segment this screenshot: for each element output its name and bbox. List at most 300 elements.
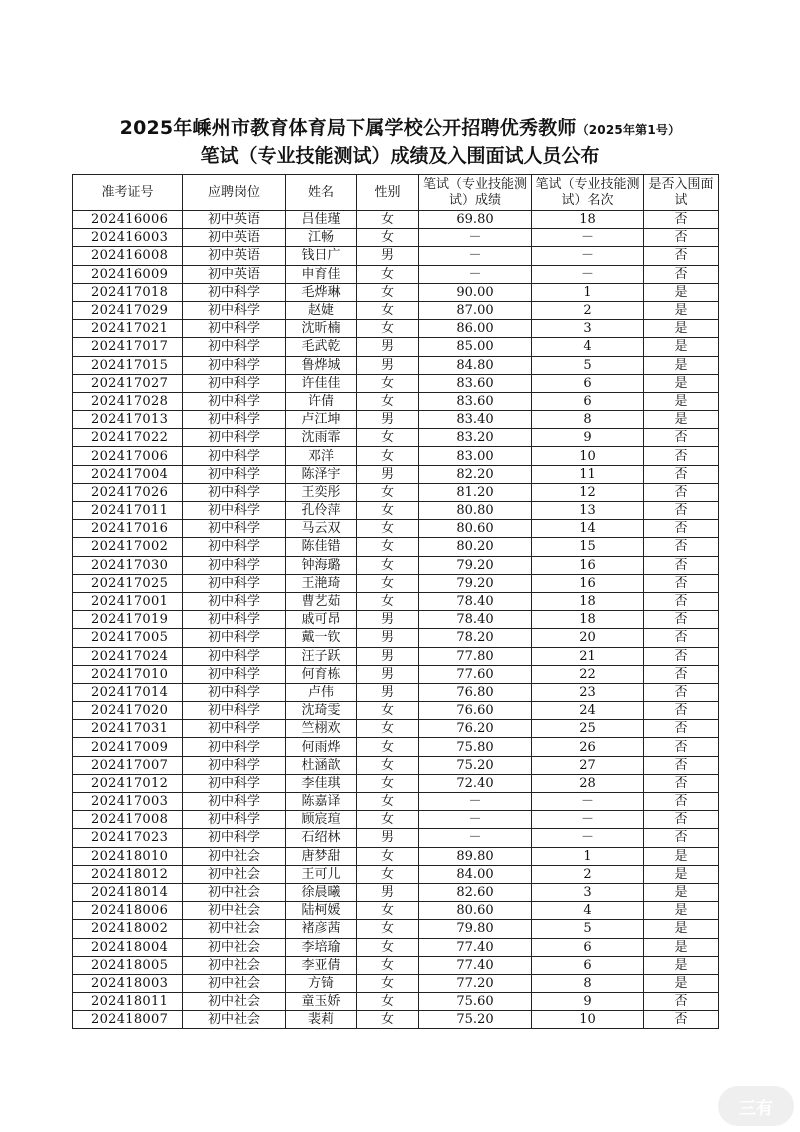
table-row	[73, 247, 719, 265]
cell-gender: 女	[357, 738, 419, 756]
cell-gender: 女	[357, 265, 419, 283]
cell-rank: 24	[532, 702, 644, 720]
cell-position: 初中社会	[183, 1011, 286, 1029]
table-row	[73, 374, 719, 392]
cell-rank: 28	[532, 774, 644, 792]
table-row	[73, 211, 719, 229]
cell-gender: 女	[357, 938, 419, 956]
cell-shortlisted: 是	[644, 956, 719, 974]
cell-position: 初中社会	[183, 938, 286, 956]
cell-position: 初中科学	[183, 738, 286, 756]
cell-position: 初中科学	[183, 392, 286, 410]
cell-name: 戚可昂	[286, 611, 357, 629]
cell-gender: 女	[357, 592, 419, 610]
cell-score: －	[419, 229, 532, 247]
cell-exam-id: 202417017	[73, 338, 183, 356]
cell-gender: 女	[357, 956, 419, 974]
table-row	[73, 647, 719, 665]
table-row	[73, 1011, 719, 1029]
cell-gender: 女	[357, 520, 419, 538]
cell-gender: 女	[357, 847, 419, 865]
cell-score: 75.20	[419, 756, 532, 774]
header-shortlisted: 是否入围面试	[644, 175, 719, 211]
cell-shortlisted: 否	[644, 211, 719, 229]
cell-score: －	[419, 829, 532, 847]
cell-rank: 6	[532, 938, 644, 956]
cell-gender: 男	[357, 665, 419, 683]
cell-exam-id: 202417016	[73, 520, 183, 538]
cell-exam-id: 202418003	[73, 974, 183, 992]
cell-position: 初中科学	[183, 811, 286, 829]
cell-position: 初中社会	[183, 865, 286, 883]
cell-name: 何雨烨	[286, 738, 357, 756]
cell-score: 75.80	[419, 738, 532, 756]
cell-shortlisted: 否	[644, 738, 719, 756]
cell-exam-id: 202417002	[73, 538, 183, 556]
cell-score: 80.60	[419, 520, 532, 538]
cell-name: 顾宸瑄	[286, 811, 357, 829]
cell-exam-id: 202418011	[73, 993, 183, 1011]
cell-shortlisted: 否	[644, 611, 719, 629]
cell-exam-id: 202417024	[73, 647, 183, 665]
cell-name: 毛烨琳	[286, 283, 357, 301]
cell-position: 初中科学	[183, 683, 286, 701]
cell-name: 毛武乾	[286, 338, 357, 356]
cell-position: 初中科学	[183, 720, 286, 738]
cell-rank: 6	[532, 392, 644, 410]
title-main: 2025年嵊州市教育体育局下属学校公开招聘优秀教师	[119, 117, 577, 139]
cell-name: 王奕彤	[286, 483, 357, 501]
cell-exam-id: 202417013	[73, 411, 183, 429]
table-row	[73, 611, 719, 629]
cell-shortlisted: 是	[644, 865, 719, 883]
table-row	[73, 538, 719, 556]
cell-score: 78.20	[419, 629, 532, 647]
cell-gender: 女	[357, 301, 419, 319]
cell-position: 初中科学	[183, 338, 286, 356]
table-row	[73, 629, 719, 647]
cell-exam-id: 202417010	[73, 665, 183, 683]
cell-gender: 男	[357, 683, 419, 701]
cell-position: 初中科学	[183, 320, 286, 338]
cell-rank: 12	[532, 483, 644, 501]
cell-shortlisted: 否	[644, 265, 719, 283]
table-row	[73, 793, 719, 811]
cell-name: 王滟琦	[286, 574, 357, 592]
cell-name: 钟海璐	[286, 556, 357, 574]
cell-position: 初中科学	[183, 429, 286, 447]
table-row	[73, 774, 719, 792]
cell-exam-id: 202417006	[73, 447, 183, 465]
cell-name: 褚彦茜	[286, 920, 357, 938]
cell-position: 初中科学	[183, 829, 286, 847]
table-row	[73, 829, 719, 847]
cell-rank: 22	[532, 665, 644, 683]
results-table	[72, 174, 719, 1029]
cell-shortlisted: 是	[644, 356, 719, 374]
cell-name: 陈泽宇	[286, 465, 357, 483]
cell-name: 马云双	[286, 520, 357, 538]
cell-shortlisted: 是	[644, 974, 719, 992]
cell-shortlisted: 是	[644, 847, 719, 865]
cell-position: 初中科学	[183, 793, 286, 811]
cell-score: 81.20	[419, 483, 532, 501]
table-row	[73, 320, 719, 338]
cell-score: 90.00	[419, 283, 532, 301]
cell-shortlisted: 是	[644, 392, 719, 410]
cell-score: 84.00	[419, 865, 532, 883]
cell-shortlisted: 否	[644, 1011, 719, 1029]
cell-position: 初中社会	[183, 902, 286, 920]
cell-position: 初中社会	[183, 993, 286, 1011]
cell-rank: 2	[532, 865, 644, 883]
cell-score: 77.40	[419, 938, 532, 956]
cell-shortlisted: 否	[644, 811, 719, 829]
cell-score: 77.20	[419, 974, 532, 992]
cell-exam-id: 202417015	[73, 356, 183, 374]
cell-exam-id: 202418010	[73, 847, 183, 865]
cell-score: －	[419, 811, 532, 829]
table-row	[73, 411, 719, 429]
cell-name: 孔伶萍	[286, 502, 357, 520]
cell-position: 初中科学	[183, 374, 286, 392]
cell-score: 72.40	[419, 774, 532, 792]
cell-name: 沈琦雯	[286, 702, 357, 720]
cell-exam-id: 202418006	[73, 902, 183, 920]
cell-exam-id: 202417026	[73, 483, 183, 501]
cell-shortlisted: 否	[644, 465, 719, 483]
cell-score: 83.40	[419, 411, 532, 429]
header-score: 笔试（专业技能测试）成绩	[419, 175, 532, 211]
header-position: 应聘岗位	[183, 175, 286, 211]
cell-exam-id: 202417009	[73, 738, 183, 756]
cell-shortlisted: 是	[644, 411, 719, 429]
cell-position: 初中英语	[183, 265, 286, 283]
cell-score: 86.00	[419, 320, 532, 338]
cell-rank: 5	[532, 356, 644, 374]
cell-rank: 11	[532, 465, 644, 483]
cell-position: 初中科学	[183, 465, 286, 483]
table-row	[73, 556, 719, 574]
cell-exam-id: 202417031	[73, 720, 183, 738]
cell-shortlisted: 否	[644, 720, 719, 738]
cell-gender: 女	[357, 538, 419, 556]
cell-gender: 女	[357, 502, 419, 520]
cell-exam-id: 202417008	[73, 811, 183, 829]
table-row	[73, 356, 719, 374]
table-row	[73, 993, 719, 1011]
cell-name: 吕佳瑾	[286, 211, 357, 229]
cell-position: 初中科学	[183, 447, 286, 465]
cell-shortlisted: 否	[644, 538, 719, 556]
cell-exam-id: 202417028	[73, 392, 183, 410]
cell-shortlisted: 否	[644, 447, 719, 465]
table-header-row	[73, 175, 719, 211]
cell-name: 李培瑜	[286, 938, 357, 956]
cell-name: 唐梦甜	[286, 847, 357, 865]
cell-rank: 9	[532, 429, 644, 447]
cell-name: 邓洋	[286, 447, 357, 465]
table-row	[73, 465, 719, 483]
cell-position: 初中科学	[183, 520, 286, 538]
cell-exam-id: 202418004	[73, 938, 183, 956]
cell-rank: 16	[532, 574, 644, 592]
cell-shortlisted: 否	[644, 793, 719, 811]
cell-position: 初中科学	[183, 629, 286, 647]
table-row	[73, 301, 719, 319]
title-note: （2025年第1号）	[576, 123, 681, 137]
cell-exam-id: 202417022	[73, 429, 183, 447]
cell-position: 初中科学	[183, 411, 286, 429]
cell-score: 83.60	[419, 374, 532, 392]
cell-gender: 男	[357, 356, 419, 374]
cell-score: 79.80	[419, 920, 532, 938]
cell-rank: －	[532, 229, 644, 247]
cell-rank: －	[532, 829, 644, 847]
table-row	[73, 447, 719, 465]
cell-position: 初中英语	[183, 229, 286, 247]
cell-position: 初中科学	[183, 483, 286, 501]
cell-gender: 女	[357, 865, 419, 883]
table-row	[73, 974, 719, 992]
cell-position: 初中社会	[183, 847, 286, 865]
cell-position: 初中科学	[183, 756, 286, 774]
cell-rank: 4	[532, 338, 644, 356]
cell-score: 77.80	[419, 647, 532, 665]
cell-name: 沈雨霏	[286, 429, 357, 447]
cell-name: 何育栋	[286, 665, 357, 683]
cell-score: －	[419, 793, 532, 811]
table-row	[73, 520, 719, 538]
cell-name: 裴莉	[286, 1011, 357, 1029]
cell-rank: 26	[532, 738, 644, 756]
table-row	[73, 883, 719, 901]
cell-exam-id: 202418002	[73, 920, 183, 938]
cell-score: －	[419, 265, 532, 283]
cell-exam-id: 202418007	[73, 1011, 183, 1029]
page-subtitle: 笔试（专业技能测试）成绩及入围面试人员公布	[200, 145, 600, 167]
cell-name: 李亚倩	[286, 956, 357, 974]
cell-gender: 女	[357, 974, 419, 992]
cell-name: 钱日广	[286, 247, 357, 265]
cell-gender: 女	[357, 392, 419, 410]
cell-gender: 女	[357, 320, 419, 338]
table-row	[73, 429, 719, 447]
cell-rank: 8	[532, 411, 644, 429]
cell-position: 初中社会	[183, 956, 286, 974]
cell-shortlisted: 否	[644, 683, 719, 701]
cell-score: 79.20	[419, 556, 532, 574]
cell-gender: 男	[357, 647, 419, 665]
cell-shortlisted: 是	[644, 283, 719, 301]
cell-rank: 9	[532, 993, 644, 1011]
cell-score: 80.20	[419, 538, 532, 556]
cell-exam-id: 202417021	[73, 320, 183, 338]
table-row	[73, 229, 719, 247]
cell-gender: 女	[357, 447, 419, 465]
cell-shortlisted: 是	[644, 902, 719, 920]
cell-score: 79.20	[419, 574, 532, 592]
cell-exam-id: 202417018	[73, 283, 183, 301]
table-row	[73, 865, 719, 883]
cell-exam-id: 202416008	[73, 247, 183, 265]
cell-rank: 6	[532, 374, 644, 392]
cell-name: 申育佳	[286, 265, 357, 283]
table-row	[73, 702, 719, 720]
header-exam-id: 准考证号	[73, 175, 183, 211]
table-body	[73, 211, 719, 1029]
table-row	[73, 811, 719, 829]
cell-exam-id: 202417027	[73, 374, 183, 392]
cell-shortlisted: 否	[644, 993, 719, 1011]
cell-exam-id: 202417011	[73, 502, 183, 520]
cell-shortlisted: 否	[644, 556, 719, 574]
cell-score: 80.80	[419, 502, 532, 520]
cell-position: 初中科学	[183, 702, 286, 720]
cell-rank: 14	[532, 520, 644, 538]
cell-gender: 女	[357, 574, 419, 592]
cell-score: 84.80	[419, 356, 532, 374]
cell-shortlisted: 否	[644, 229, 719, 247]
watermark-logo: 三有	[718, 1086, 794, 1126]
table-row	[73, 483, 719, 501]
cell-exam-id: 202417003	[73, 793, 183, 811]
cell-gender: 女	[357, 429, 419, 447]
cell-exam-id: 202417025	[73, 574, 183, 592]
cell-gender: 女	[357, 793, 419, 811]
cell-shortlisted: 否	[644, 574, 719, 592]
cell-exam-id: 202416003	[73, 229, 183, 247]
cell-position: 初中科学	[183, 647, 286, 665]
cell-score: 77.60	[419, 665, 532, 683]
cell-rank: 16	[532, 556, 644, 574]
page-title	[0, 113, 800, 140]
cell-shortlisted: 是	[644, 883, 719, 901]
cell-rank: 27	[532, 756, 644, 774]
cell-exam-id: 202418005	[73, 956, 183, 974]
cell-name: 沈昕楠	[286, 320, 357, 338]
cell-name: 方锜	[286, 974, 357, 992]
cell-rank: 23	[532, 683, 644, 701]
cell-score: 76.80	[419, 683, 532, 701]
table-row	[73, 720, 719, 738]
cell-position: 初中科学	[183, 774, 286, 792]
cell-score: 76.60	[419, 702, 532, 720]
cell-position: 初中科学	[183, 574, 286, 592]
cell-gender: 男	[357, 338, 419, 356]
cell-position: 初中社会	[183, 974, 286, 992]
cell-position: 初中社会	[183, 883, 286, 901]
cell-shortlisted: 否	[644, 774, 719, 792]
cell-gender: 男	[357, 411, 419, 429]
cell-rank: －	[532, 247, 644, 265]
cell-gender: 女	[357, 756, 419, 774]
cell-exam-id: 202417019	[73, 611, 183, 629]
header-name: 姓名	[286, 175, 357, 211]
cell-shortlisted: 否	[644, 520, 719, 538]
cell-shortlisted: 否	[644, 429, 719, 447]
cell-exam-id: 202417012	[73, 774, 183, 792]
cell-name: 戴一钦	[286, 629, 357, 647]
cell-shortlisted: 否	[644, 647, 719, 665]
table-row	[73, 920, 719, 938]
cell-position: 初中科学	[183, 283, 286, 301]
table-row	[73, 574, 719, 592]
cell-gender: 女	[357, 702, 419, 720]
cell-gender: 女	[357, 720, 419, 738]
header-gender: 性别	[357, 175, 419, 211]
cell-score: 82.20	[419, 465, 532, 483]
cell-shortlisted: 否	[644, 629, 719, 647]
cell-gender: 女	[357, 1011, 419, 1029]
cell-exam-id: 202416009	[73, 265, 183, 283]
cell-rank: 15	[532, 538, 644, 556]
cell-shortlisted: 否	[644, 829, 719, 847]
table-row	[73, 283, 719, 301]
cell-rank: 1	[532, 283, 644, 301]
cell-shortlisted: 是	[644, 338, 719, 356]
cell-shortlisted: 是	[644, 320, 719, 338]
table-row	[73, 502, 719, 520]
header-rank: 笔试（专业技能测试）名次	[532, 175, 644, 211]
cell-gender: 女	[357, 774, 419, 792]
cell-rank: 5	[532, 920, 644, 938]
cell-rank: 21	[532, 647, 644, 665]
cell-position: 初中科学	[183, 665, 286, 683]
cell-name: 杜涵歆	[286, 756, 357, 774]
cell-shortlisted: 否	[644, 483, 719, 501]
cell-score: 89.80	[419, 847, 532, 865]
cell-shortlisted: 是	[644, 374, 719, 392]
cell-name: 陆柯媛	[286, 902, 357, 920]
cell-rank: 8	[532, 974, 644, 992]
cell-name: 王可儿	[286, 865, 357, 883]
cell-shortlisted: 否	[644, 502, 719, 520]
cell-rank: 4	[532, 902, 644, 920]
cell-position: 初中科学	[183, 356, 286, 374]
cell-position: 初中社会	[183, 920, 286, 938]
cell-score: －	[419, 247, 532, 265]
cell-rank: 3	[532, 883, 644, 901]
cell-rank: 25	[532, 720, 644, 738]
table-row	[73, 847, 719, 865]
cell-score: 80.60	[419, 902, 532, 920]
cell-name: 竺栩欢	[286, 720, 357, 738]
table-row	[73, 902, 719, 920]
cell-exam-id: 202418012	[73, 865, 183, 883]
table-row	[73, 592, 719, 610]
cell-score: 87.00	[419, 301, 532, 319]
cell-exam-id: 202417004	[73, 465, 183, 483]
cell-name: 徐晨曦	[286, 883, 357, 901]
cell-name: 江畅	[286, 229, 357, 247]
cell-gender: 女	[357, 993, 419, 1011]
cell-exam-id: 202417020	[73, 702, 183, 720]
cell-score: 83.20	[419, 429, 532, 447]
cell-rank: 6	[532, 956, 644, 974]
cell-position: 初中科学	[183, 502, 286, 520]
cell-rank: －	[532, 811, 644, 829]
cell-name: 许佳佳	[286, 374, 357, 392]
cell-score: 83.60	[419, 392, 532, 410]
cell-shortlisted: 否	[644, 702, 719, 720]
table-row	[73, 265, 719, 283]
cell-rank: 10	[532, 447, 644, 465]
cell-gender: 男	[357, 629, 419, 647]
cell-rank: 1	[532, 847, 644, 865]
cell-shortlisted: 否	[644, 592, 719, 610]
cell-gender: 男	[357, 883, 419, 901]
